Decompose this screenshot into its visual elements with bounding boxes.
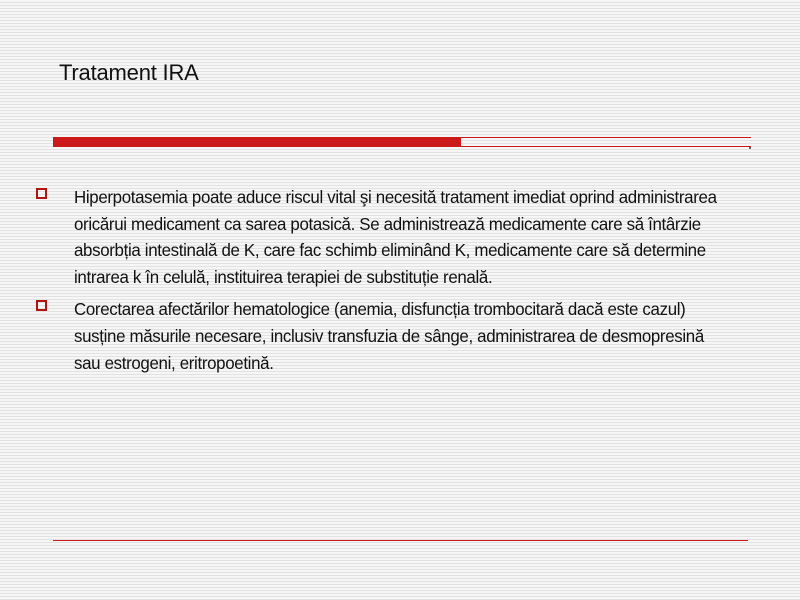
slide-title: Tratament IRA [59,60,199,85]
bullet-text: Hiperpotasemia poate aduce riscul vital şi necesită tratament imediat oprind administrarea oricărui medicament ca sarea potasică. Se administrează medicamente care să întârzie absorbția intestinală de K, care fac schimb eliminând K, medicamente care să determine intrarea k în celulă, instituirea terapiei de substituție renală. [74,187,717,287]
hollow-square-bullet-icon [36,188,47,199]
title-underline-thin-top [461,137,751,138]
footer-divider [53,540,748,541]
title-underline-thin-bottom [461,146,751,147]
title-underline-thick [53,137,461,147]
bullet-item-hematologic [36,296,756,376]
hollow-square-bullet-icon [36,300,47,311]
title-underline-end-dot [749,147,751,149]
slide-content [36,184,756,382]
bullet-text: Corectarea afectărilor hematologice (anemia, disfuncția trombocitară dacă este cazul) susține măsurile necesare, inclusiv transfuzia de sânge, administrarea de desmopresină sau estrogeni, eritropoetină. [74,299,704,373]
bullet-item-hyperkalemia [36,184,756,290]
